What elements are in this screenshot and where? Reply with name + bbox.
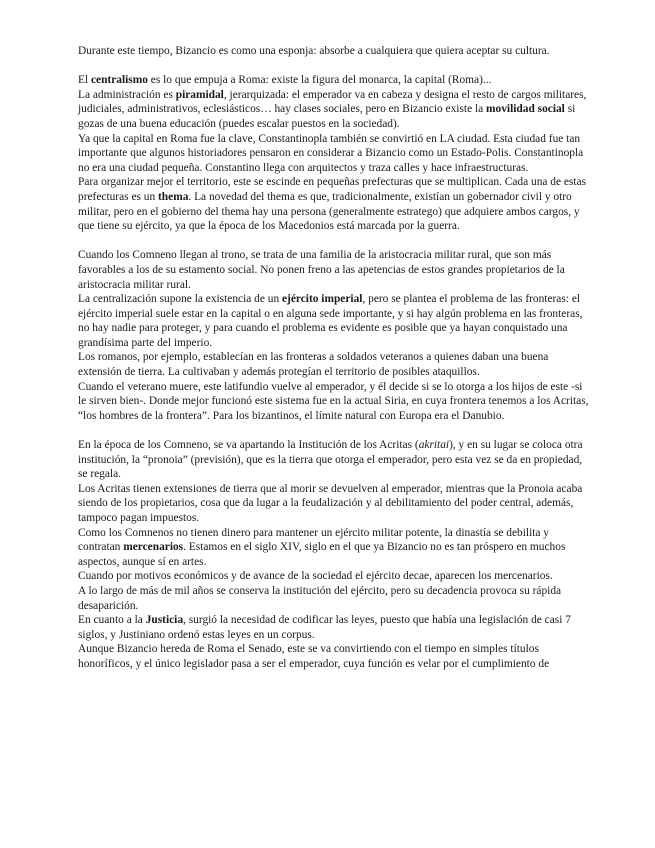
text-run: La centralización supone la existencia de un — [78, 293, 282, 306]
paragraph-constantinople: Ya que la capital en Roma fue la clave, Constantinopla también se convirtió en LA ciudad. Esta ciudad fue tan importante que algunos historiadores pensaron en considerar a Bizancio como un Estado-Polis. Constantinopla no era una ciudad pequeña. Constantino llega con arquitectos y traza calles y hace infraestructuras. — [78, 132, 584, 174]
paragraph-army-decline: Cuando por motivos económicos y de avance de la sociedad el ejército decae, aparecen los mercenarios. — [78, 570, 553, 583]
text-run: . Estamos en el siglo XIV, siglo en el que ya Bizancio no es tan próspero en muchos aspectos, aunque sí en artes. — [78, 541, 566, 568]
paragraph-gap — [78, 423, 591, 438]
text-run: , pero se plantea el problema de las fronteras: el ejército imperial suele estar en la capital o en alguna sede importante, y si hay algún problema en las fronteras, no hay nadie para proteger, y para cuando el problema es evidente es posible que ya hayan conquistado una grandísima parte del imperio. — [78, 293, 583, 349]
paragraph-senate: Aunque Bizancio hereda de Roma el Senado, este se va convirtiendo con el tiempo en simples títulos honoríficos, y el único legislador pasa a ser el emperador, cuya función es velar por el cumplimiento de — [78, 643, 550, 670]
paragraph-thema — [78, 175, 591, 233]
bold-term-movilidad-social: movilidad social — [486, 103, 565, 116]
paragraph-sponge: Durante este tiempo, Bizancio es como una esponja: absorbe a cualquiera que quiera aceptar su cultura. — [78, 45, 550, 57]
paragraph-acritas: Cuando el veterano muere, este latifundio vuelve al emperador, y él decide si se lo otorga a los hijos de este -si le sirven bien-. Donde mejor funcionó este sistema fue en la actual Siria, en cuya frontera tenemos a los Acritas, “los hombres de la frontera”. Para los bizantinos, el límite natural con Europa era el Danubio. — [78, 380, 589, 422]
text-run: si gozas de una buena educación (puedes escalar puestos en la sociedad). — [78, 103, 576, 130]
text-run: La administración es — [78, 88, 176, 101]
paragraph-gap — [78, 59, 591, 74]
text-run: , surgió la necesidad de codificar las leyes, puesto que había una legislación de casi 7 siglos, y Justiniano ordenó estas leyes en un corpus. — [78, 614, 571, 641]
text-run: ), y en su lugar se coloca otra institución, la “pronoia” (previsión), que es la tierra que otorga el emperador, pero esta vez se da en propiedad, se regala. — [78, 439, 583, 481]
paragraph-army-institution: A lo largo de más de mil años se conserva la institución del ejército, pero su decadencia provoca su rápida desaparición. — [78, 584, 562, 612]
paragraph-centralism — [78, 73, 591, 88]
paragraph-feudalization: Los Acritas tienen extensiones de tierra que al morir se devuelven al emperador, mientras que la Pronoia acaba siendo de los propietarios, cosa que da lugar a la feudalización y al debilitamiento del poder central, además, tampoco pagan impuestos. — [78, 482, 583, 524]
paragraph-pronoia — [78, 438, 591, 482]
text-run: En cuanto a la — [78, 614, 146, 627]
text-run: , jerarquizada: el emperador va en cabeza y designa el resto de cargos militares, judiciales, administrativos, eclesiásticos… hay clases sociales, pero en Bizancio existe la — [78, 88, 587, 116]
paragraph-comneno: Cuando los Comneno llegan al trono, se trata de una familia de la aristocracia militar rural, que son más favorables a los de su estamento social. No ponen freno a las apetencias de estos grandes propietarios de la aristocracia militar rural. — [78, 249, 565, 291]
bold-term-mercenarios: mercenarios — [123, 541, 184, 554]
bold-term-justicia: Justicia — [145, 614, 184, 627]
paragraph-administration — [78, 88, 591, 132]
bold-term-centralismo: centralismo — [90, 74, 148, 87]
bold-term-thema: thema — [158, 190, 189, 203]
bold-term-ejercito-imperial: ejército imperial — [282, 293, 363, 306]
italic-term-akritai: akritai — [418, 439, 450, 452]
text-run: Como los Comnenos no tienen dinero para mantener un ejército militar potente, la dinastía se debilita y contratan — [78, 526, 550, 554]
paragraph-mercenaries — [78, 526, 591, 570]
paragraph-justice — [78, 613, 591, 642]
paragraph-gap — [78, 234, 591, 249]
text-run: es lo que empuja a Roma: existe la figura del monarca, la capital (Roma)... — [147, 74, 492, 87]
text-run: . La novedad del thema es que, tradicionalmente, existían un gobernador civil y otro militar, pero en el gobierno del thema hay una persona (generalmente estratego) que adquiere ambos cargos, y que tiene su ejército, ya que la época de los Macedonios está marcada por la guerra. — [78, 190, 580, 233]
paragraph-romans-veterans: Los romanos, por ejemplo, establecían en las fronteras a soldados veteranos a quienes daban una buena extensión de tierra. La cultivaban y además protegían el territorio de posibles ataquillos. — [78, 351, 549, 379]
text-run: En la época de los Comneno, se va apartando la Institución de los Acritas ( — [78, 439, 419, 452]
text-run: El — [78, 74, 91, 87]
bold-term-piramidal: piramidal — [175, 88, 224, 101]
paragraph-imperial-army — [78, 292, 591, 350]
text-run: Para organizar mejor el territorio, este se escinde en pequeñas prefecturas que se multiplican. Cada una de estas prefecturas es un — [78, 176, 587, 203]
